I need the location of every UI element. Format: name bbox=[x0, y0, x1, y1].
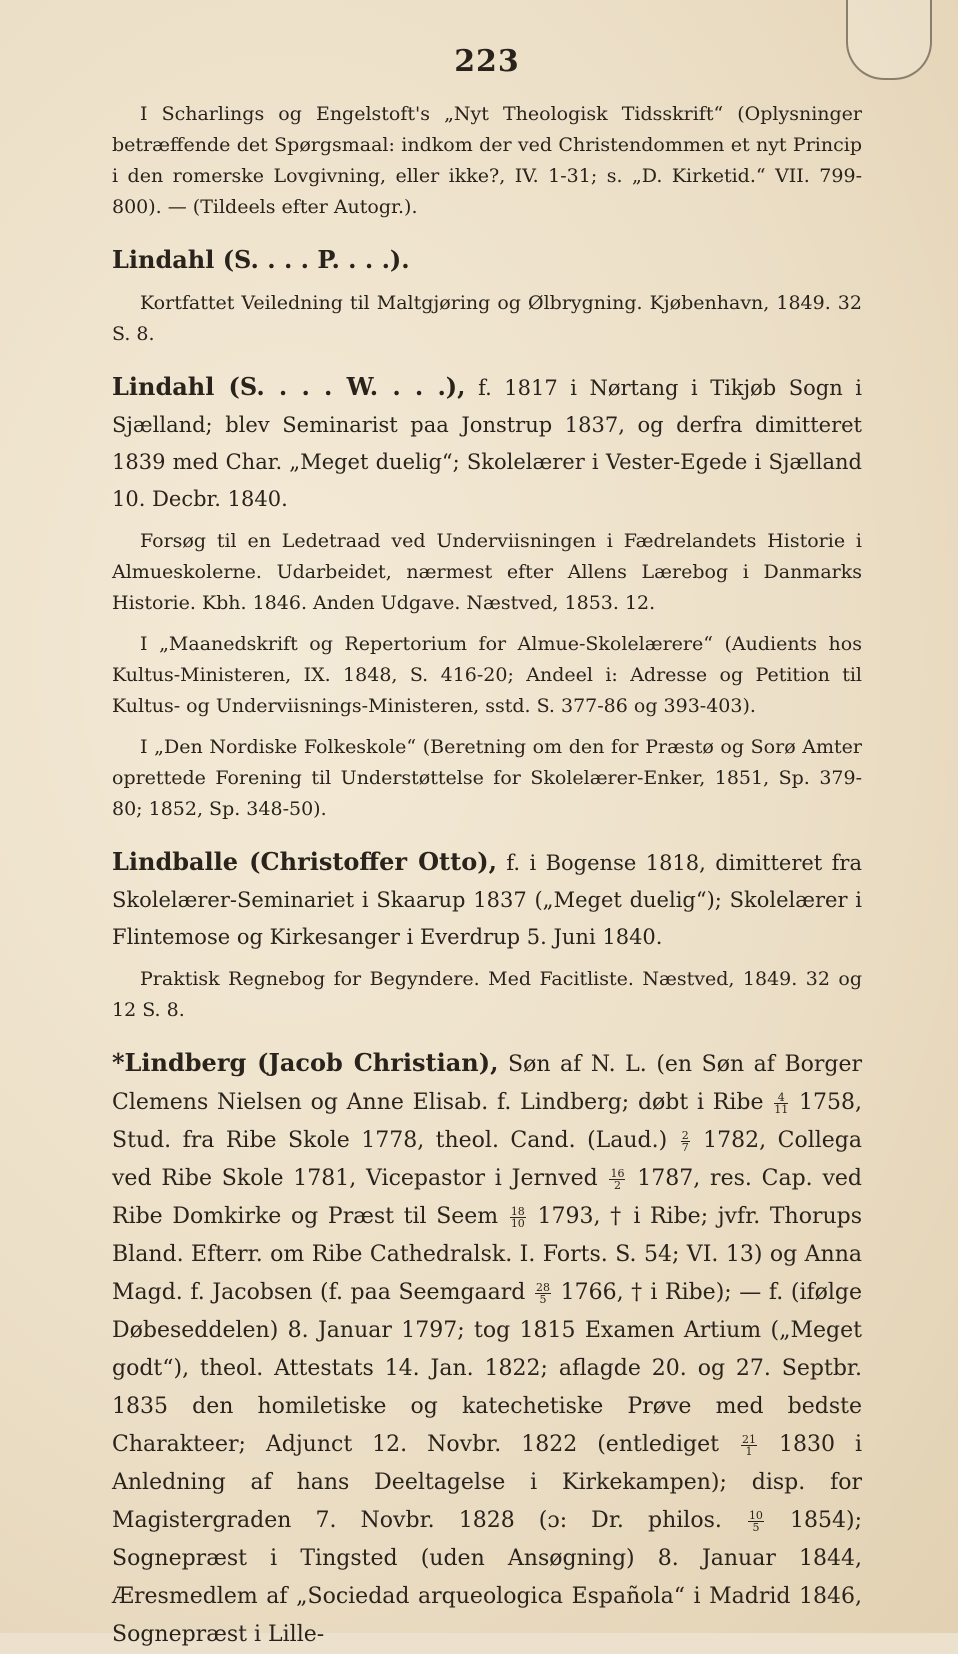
bio-text: 1782, Collega ved Ribe Skole 1781, Vicepastor i Jernved bbox=[112, 1128, 862, 1191]
frac-num: 18 bbox=[510, 1204, 525, 1218]
frac-num: 16 bbox=[610, 1166, 625, 1180]
frac-den: 10 bbox=[510, 1216, 525, 1230]
frac-num: 2 bbox=[681, 1128, 689, 1142]
frac-den: 1 bbox=[745, 1444, 753, 1458]
entry-lindballe bbox=[112, 843, 862, 956]
frac-den: 7 bbox=[681, 1140, 689, 1154]
bio-text: Søn af N. L. (en Søn af Borger Clemens Nielsen og Anne Elisab. f. Lindberg; døbt i Ribe bbox=[112, 1052, 862, 1115]
date-fraction bbox=[510, 1206, 526, 1229]
scharling-reference: I Scharlings og Engelstoft's „Nyt Theologisk Tidsskrift“ (Oplysninger betræffende det Spørgsmaal: indkom der ved Christendommen et nyt Princip i den romerske Lovgivning, eller ikke?, IV. 1-31; s. „D. Kirketid.“ VII. 799-800). — (Tildeels efter Autogr.). bbox=[112, 103, 862, 218]
date-fraction bbox=[535, 1282, 551, 1305]
entry-biography: f. 1817 i Nørtang i Tikjøb Sogn i Sjælland; blev Seminarist paa Jonstrup 1837, og derfra dimitteret 1839 med Char. „Meget duelig“; Skolelærer i Vester-Egede i Sjælland 10. Decbr. 1840. bbox=[112, 376, 862, 511]
lindahl-sw-journal-1: I „Maanedskrift og Repertorium for Almue-Skolelærere“ (Audients hos Kultus-Ministeren, IX. 1848, S. 416-20; Andeel i: Adresse og Petition til Kultus- og Underviisnings-Ministeren, sstd. S. 377-86 og 393-403). bbox=[112, 633, 862, 717]
frac-den: 5 bbox=[539, 1292, 547, 1306]
bio-text: 1830 i Anledning af hans Deeltagelse i Kirkekampen); disp. for Magistergraden 7. Novbr. 1828 (ɔ: Dr. philos. bbox=[112, 1432, 862, 1533]
bio-text: 1766, † i Ribe); — f. (ifølge Døbeseddelen) 8. Januar 1797; tog 1815 Examen Artium („Meget godt“), theol. Attestats 14. Jan. 1822; aflagde 20. og 27. Septbr. 1835 den homiletiske og katechetiske Prøve med bedste Charakteer; Adjunct 12. Novbr. 1822 (entlediget bbox=[112, 1280, 863, 1457]
lindahl-sw-journal-2: I „Den Nordiske Folkeskole“ (Beretning om den for Præstø og Sorø Amter oprettede Forening til Understøttelse for Skolelærer-Enker, 1851, Sp. 379-80; 1852, Sp. 348-50). bbox=[112, 736, 862, 820]
entry-heading: *Lindberg (Jacob Christian), bbox=[112, 1048, 499, 1077]
date-fraction bbox=[609, 1168, 625, 1191]
date-fraction bbox=[748, 1510, 764, 1533]
frac-num: 28 bbox=[535, 1280, 550, 1294]
entry-heading: Lindahl (S. . . . W. . . .), bbox=[112, 372, 466, 401]
frac-num: 10 bbox=[748, 1508, 763, 1522]
date-fraction bbox=[741, 1434, 757, 1457]
entry-biography: f. i Bogense 1818, dimitteret fra Skolelærer-Seminariet i Skaarup 1837 („Meget duelig“); Skolelærer i Flintemose og Kirkesanger i Everdrup 5. Juni 1840. bbox=[112, 851, 862, 949]
entry-heading: Lindahl (S. . . . P. . . .). bbox=[112, 245, 410, 274]
entry-lindahl-sw bbox=[112, 368, 862, 518]
bio-text: 1854); Sognepræst i Tingsted (uden Ansøgning) 8. Januar 1844, Æresmedlem af „Sociedad arqueologica Española“ i Madrid 1846, Sognepræst i Lille- bbox=[112, 1508, 862, 1647]
frac-num: 4 bbox=[774, 1092, 788, 1104]
date-fraction bbox=[681, 1130, 690, 1153]
frac-den: 11 bbox=[774, 1102, 789, 1116]
entry-lindberg bbox=[112, 1044, 862, 1654]
lindahl-sp-work: Kortfattet Veiledning til Maltgjøring og Ølbrygning. Kjøbenhavn, 1849. 32 S. 8. bbox=[112, 292, 862, 345]
frac-den: 5 bbox=[752, 1520, 760, 1534]
lindballe-work: Praktisk Regnebog for Begyndere. Med Facitliste. Næstved, 1849. 32 og 12 S. 8. bbox=[112, 968, 862, 1021]
bio-text: 1793, † i Ribe; jvfr. Thorups Bland. Efterr. om Ribe Cathedralsk. I. Forts. S. 54; VI. 13) og Anna Magd. f. Jacobsen (f. paa Seemgaard bbox=[112, 1204, 862, 1305]
frac-den: 2 bbox=[613, 1178, 621, 1192]
date-fraction bbox=[774, 1092, 788, 1115]
bio-text: 1758, Stud. fra Ribe Skole 1778, theol. Cand. (Laud.) bbox=[112, 1090, 862, 1153]
entry-heading: Lindballe (Christoffer Otto), bbox=[112, 847, 497, 876]
bio-text: 1787, res. Cap. ved Ribe Domkirke og Præst til Seem bbox=[112, 1166, 862, 1229]
page-number: 223 bbox=[454, 44, 520, 79]
lindahl-sw-work: Forsøg til en Ledetraad ved Underviisningen i Fædrelandets Historie i Almueskolerne. Udarbeidet, nærmest efter Allens Lærebog i Danmarks Historie. Kbh. 1846. Anden Udgave. Næstved, 1853. 12. bbox=[112, 530, 862, 614]
frac-num: 21 bbox=[741, 1432, 756, 1446]
page-tab-mark bbox=[846, 0, 932, 80]
entry-lindahl-sp bbox=[112, 241, 862, 280]
